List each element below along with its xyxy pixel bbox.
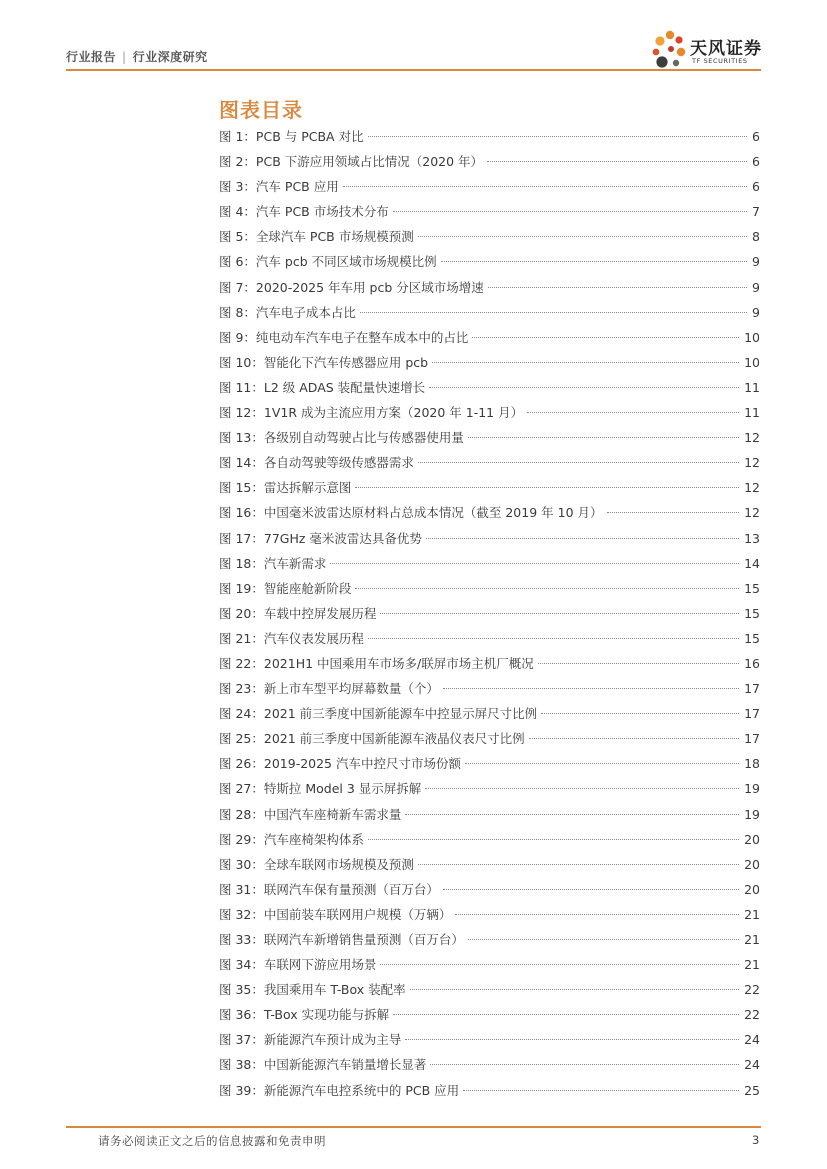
toc-entry-page[interactable]: 9 <box>752 279 760 295</box>
toc-entry-page[interactable]: 10 <box>744 354 760 370</box>
toc-dot-leader <box>468 939 739 940</box>
toc-dot-leader <box>418 236 747 237</box>
toc-entry-label[interactable]: 图 2：PCB 下游应用领域占比情况（2020 年） <box>219 154 484 170</box>
toc-entry-page[interactable]: 20 <box>744 831 760 847</box>
toc-entry-label[interactable]: 图 19：智能座舱新阶段 <box>219 580 352 596</box>
toc-title: 图表目录 <box>219 98 303 122</box>
toc-dot-leader <box>465 763 739 764</box>
toc-dot-leader <box>393 211 747 212</box>
toc-entry-label[interactable]: 图 27：特斯拉 Model 3 显示屏拆解 <box>219 781 422 797</box>
toc-entry-page[interactable]: 21 <box>744 932 760 947</box>
toc-dot-leader <box>418 864 739 865</box>
toc-entry-page[interactable]: 8 <box>752 229 760 245</box>
toc-entry[interactable] <box>219 802 760 827</box>
toc-dot-leader <box>472 337 739 338</box>
toc-entry[interactable] <box>219 350 760 375</box>
toc-entry[interactable] <box>219 500 760 525</box>
toc-entry-page[interactable]: 6 <box>752 179 760 195</box>
toc-entry-page[interactable]: 12 <box>744 455 760 471</box>
footer-divider <box>66 1126 761 1128</box>
toc-dot-leader <box>443 889 739 890</box>
toc-entry[interactable] <box>219 400 760 425</box>
toc-entry-label[interactable]: 图 22：2021H1 中国乘用车市场多/联屏市场主机厂概况 <box>219 655 534 671</box>
toc-entry-label[interactable]: 图 21：汽车仪表发展历程 <box>219 630 364 646</box>
toc-entry[interactable] <box>219 626 760 651</box>
report-category <box>66 48 208 65</box>
toc-dot-leader <box>541 713 739 714</box>
toc-entry-page[interactable]: 21 <box>744 957 760 973</box>
toc-entry[interactable] <box>219 124 760 149</box>
toc-entry-label[interactable]: 图 32：中国前装车联网用户规模（万辆） <box>219 906 452 922</box>
header-separator: | <box>122 50 127 64</box>
toc-entry-label[interactable]: 图 13：各级别自动驾驶占比与传感器使用量 <box>219 430 464 446</box>
toc-entry[interactable] <box>219 726 760 751</box>
toc-entry-label[interactable]: 图 28：中国汽车座椅新车需求量 <box>219 806 402 822</box>
toc-entry-label[interactable]: 图 35：我国乘用车 T-Box 装配率 <box>219 982 406 998</box>
toc-entry-label[interactable]: 图 18：汽车新需求 <box>219 555 327 571</box>
toc-dot-leader <box>468 437 739 438</box>
toc-entry-page[interactable]: 13 <box>744 530 760 546</box>
page-number: 3 <box>752 1133 760 1147</box>
toc-dot-leader <box>355 487 739 488</box>
logo-chinese-name: 天风证券 <box>690 39 762 59</box>
toc-entry-label[interactable]: 图 8：汽车电子成本占比 <box>219 304 356 320</box>
toc-entry-label[interactable]: 图 38：中国新能源汽车销量增长显著 <box>219 1057 427 1073</box>
toc-dot-leader <box>410 989 739 990</box>
toc-dot-leader <box>380 964 739 965</box>
toc-dot-leader <box>529 738 739 739</box>
toc-entry-page[interactable]: 16 <box>744 655 760 671</box>
toc-dot-leader <box>430 1064 739 1065</box>
toc-entry-page[interactable]: 6 <box>752 154 760 170</box>
toc-entry-label[interactable]: 图 29：汽车座椅架构体系 <box>219 831 364 847</box>
toc-list <box>219 124 760 1103</box>
toc-entry[interactable] <box>219 325 760 350</box>
toc-entry-page[interactable]: 19 <box>744 781 760 797</box>
toc-entry[interactable] <box>219 450 760 475</box>
toc-entry[interactable] <box>219 475 760 500</box>
toc-dot-leader <box>487 161 747 162</box>
toc-entry-page[interactable]: 22 <box>744 1007 760 1023</box>
toc-entry[interactable] <box>219 751 760 776</box>
toc-entry-page[interactable]: 9 <box>752 254 760 270</box>
toc-entry-page[interactable]: 17 <box>744 681 760 697</box>
toc-entry[interactable] <box>219 902 760 927</box>
toc-entry-page[interactable]: 11 <box>744 379 760 395</box>
toc-entry-label[interactable]: 图 24：2021 前三季度中国新能源车中控显示屏尺寸比例 <box>219 706 538 722</box>
toc-entry-label[interactable]: 图 11：L2 级 ADAS 装配量快速增长 <box>219 379 426 395</box>
toc-entry[interactable] <box>219 425 760 450</box>
toc-dot-leader <box>463 1090 739 1091</box>
toc-entry-page[interactable]: 17 <box>744 731 760 747</box>
toc-entry-page[interactable]: 22 <box>744 982 760 998</box>
toc-dot-leader <box>368 638 739 639</box>
toc-entry[interactable] <box>219 827 760 852</box>
toc-entry[interactable] <box>219 224 760 249</box>
toc-entry[interactable] <box>219 676 760 701</box>
toc-entry-page[interactable]: 12 <box>744 505 760 521</box>
toc-entry-page[interactable]: 14 <box>744 555 760 571</box>
toc-dot-leader <box>355 588 739 589</box>
toc-entry-label[interactable]: 图 9：纯电动车汽车电子在整车成本中的占比 <box>219 329 469 345</box>
toc-entry-page[interactable]: 20 <box>744 881 760 897</box>
toc-entry-page[interactable]: 20 <box>744 856 760 872</box>
toc-entry-page[interactable]: 15 <box>744 605 760 621</box>
toc-entry-page[interactable]: 15 <box>744 630 760 646</box>
toc-entry-label[interactable]: 图 34：车联网下游应用场景 <box>219 957 377 973</box>
toc-entry[interactable] <box>219 776 760 801</box>
toc-entry-label[interactable]: 图 30：全球车联网市场规模及预测 <box>219 856 414 872</box>
toc-entry-label[interactable]: 图 26：2019-2025 汽车中控尺寸市场份额 <box>219 756 461 772</box>
toc-entry-label[interactable]: 图 3：汽车 PCB 应用 <box>219 179 339 195</box>
toc-entry[interactable] <box>219 576 760 601</box>
toc-entry-label[interactable]: 图 14：各自动驾驶等级传感器需求 <box>219 455 414 471</box>
toc-dot-leader <box>455 914 739 915</box>
toc-entry-label[interactable]: 图 6：汽车 pcb 不同区域市场规模比例 <box>219 254 437 270</box>
toc-entry[interactable] <box>219 249 760 274</box>
toc-entry[interactable] <box>219 977 760 1002</box>
toc-entry-label[interactable]: 图 15：雷达拆解示意图 <box>219 480 352 496</box>
toc-entry-page[interactable]: 15 <box>744 580 760 596</box>
logo-english-name: TF SECURITIES <box>692 57 748 65</box>
toc-entry-label[interactable]: 图 31：联网汽车保有量预测（百万台） <box>219 881 439 897</box>
toc-entry-label[interactable]: 图 5：全球汽车 PCB 市场规模预测 <box>219 229 414 245</box>
toc-dot-leader <box>418 462 739 463</box>
toc-entry[interactable] <box>219 927 760 952</box>
toc-dot-leader <box>360 312 747 313</box>
toc-dot-leader <box>343 186 747 187</box>
toc-entry[interactable] <box>219 701 760 726</box>
toc-dot-leader <box>380 613 739 614</box>
toc-entry-page[interactable]: 11 <box>744 405 760 421</box>
toc-dot-leader <box>405 814 739 815</box>
toc-entry[interactable] <box>219 199 760 224</box>
toc-entry-label[interactable]: 图 25：2021 前三季度中国新能源车液晶仪表尺寸比例 <box>219 731 525 747</box>
toc-dot-leader <box>368 136 747 137</box>
toc-entry-page[interactable]: 12 <box>744 430 760 446</box>
toc-entry[interactable] <box>219 1078 760 1103</box>
toc-dot-leader <box>443 688 739 689</box>
toc-entry-page[interactable]: 19 <box>744 806 760 822</box>
toc-entry-label[interactable]: 图 17：77GHz 毫米波雷达具备优势 <box>219 530 422 546</box>
toc-dot-leader <box>426 538 739 539</box>
toc-entry-label[interactable]: 图 4：汽车 PCB 市场技术分布 <box>219 204 389 220</box>
toc-entry-page[interactable]: 24 <box>744 1032 760 1048</box>
toc-entry-label[interactable]: 图 16：中国毫米波雷达原材料占总成本情况（截至 2019 年 10 月） <box>219 505 603 521</box>
toc-entry[interactable] <box>219 526 760 551</box>
toc-dot-leader <box>330 563 739 564</box>
toc-entry[interactable] <box>219 877 760 902</box>
toc-entry-page[interactable]: 7 <box>752 204 760 220</box>
toc-dot-leader <box>527 412 739 413</box>
tf-flower-logo-icon <box>650 28 690 72</box>
toc-dot-leader <box>432 362 739 363</box>
toc-entry-page[interactable]: 6 <box>752 129 760 144</box>
toc-dot-leader <box>538 663 739 664</box>
toc-dot-leader <box>425 788 739 789</box>
report-type: 行业报告 <box>66 50 117 64</box>
toc-entry[interactable] <box>219 551 760 576</box>
toc-entry-label[interactable]: 图 33：联网汽车新增销售量预测（百万台） <box>219 932 464 947</box>
toc-entry-label[interactable]: 图 37：新能源汽车预计成为主导 <box>219 1032 402 1048</box>
toc-dot-leader <box>393 1014 739 1015</box>
toc-dot-leader <box>488 287 747 288</box>
toc-entry[interactable] <box>219 300 760 325</box>
toc-entry-page[interactable]: 12 <box>744 480 760 496</box>
toc-entry[interactable] <box>219 1052 760 1077</box>
toc-entry[interactable] <box>219 1027 760 1052</box>
toc-dot-leader <box>441 261 747 262</box>
header-divider <box>66 69 761 71</box>
toc-entry[interactable] <box>219 601 760 626</box>
toc-entry-label[interactable]: 图 10：智能化下汽车传感器应用 pcb <box>219 354 429 370</box>
toc-dot-leader <box>368 839 739 840</box>
toc-entry-label[interactable]: 图 39：新能源汽车电控系统中的 PCB 应用 <box>219 1082 460 1098</box>
toc-entry-page[interactable]: 10 <box>744 329 760 345</box>
toc-entry[interactable] <box>219 149 760 174</box>
toc-entry[interactable] <box>219 375 760 400</box>
toc-dot-leader <box>429 387 739 388</box>
toc-entry-page[interactable]: 17 <box>744 706 760 722</box>
toc-entry-page[interactable]: 24 <box>744 1057 760 1073</box>
toc-entry-page[interactable]: 18 <box>744 756 760 772</box>
footer-disclaimer: 请务必阅读正文之后的信息披露和免责申明 <box>98 1134 326 1148</box>
toc-dot-leader <box>607 512 740 513</box>
toc-entry-page[interactable]: 25 <box>744 1082 760 1098</box>
toc-entry[interactable] <box>219 174 760 199</box>
toc-entry[interactable] <box>219 275 760 300</box>
toc-entry-label[interactable]: 图 36：T-Box 实现功能与拆解 <box>219 1007 390 1023</box>
toc-entry-label[interactable]: 图 23：新上市车型平均屏幕数量（个） <box>219 681 439 697</box>
company-logo <box>650 28 765 72</box>
toc-entry[interactable] <box>219 651 760 676</box>
toc-entry[interactable] <box>219 952 760 977</box>
toc-entry-label[interactable]: 图 20：车载中控屏发展历程 <box>219 605 377 621</box>
toc-entry[interactable] <box>219 1002 760 1027</box>
toc-entry-label[interactable]: 图 1：PCB 与 PCBA 对比 <box>219 129 364 144</box>
toc-entry[interactable] <box>219 852 760 877</box>
report-subtype: 行业深度研究 <box>132 50 208 64</box>
toc-entry-label[interactable]: 图 12：1V1R 成为主流应用方案（2020 年 1-11 月） <box>219 405 524 421</box>
toc-dot-leader <box>405 1039 739 1040</box>
toc-entry-page[interactable]: 21 <box>744 906 760 922</box>
toc-entry-page[interactable]: 9 <box>752 304 760 320</box>
toc-entry-label[interactable]: 图 7：2020-2025 年车用 pcb 分区域市场增速 <box>219 279 484 295</box>
